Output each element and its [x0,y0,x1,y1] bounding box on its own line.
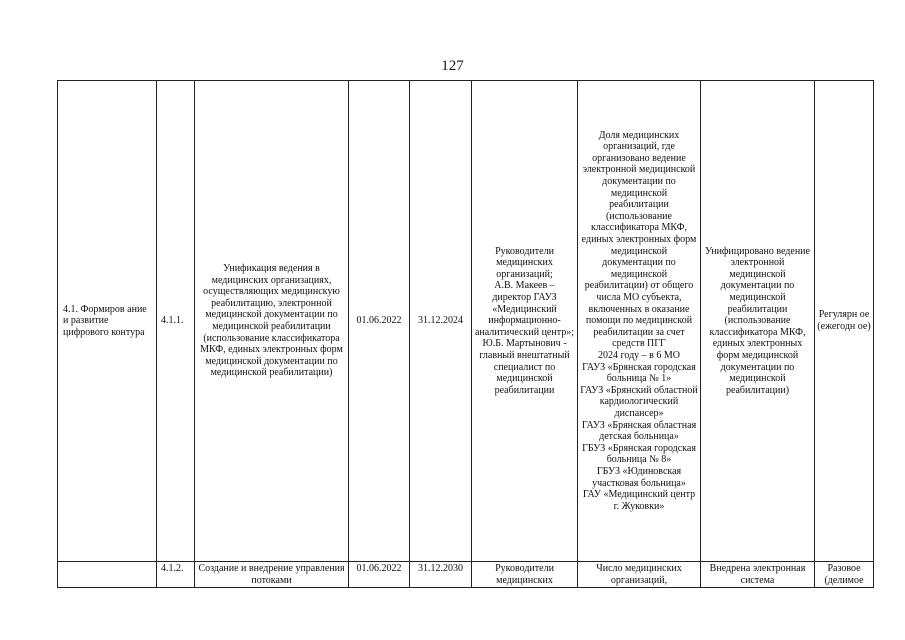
task-cell: Создание и внедрение управления потоками [195,562,349,588]
result-cell: Унифицировано ведение электронной медицинской документации по медицинской реабилитации (использование классификатора МКФ, единых электронных форм медицинской документации по медицинской реабилитации) [701,81,815,562]
frequency-cell: Регулярн ое (ежегодн ое) [815,81,874,562]
table-row [58,562,874,588]
result-cell: Внедрена электронная система [701,562,815,588]
end-date-cell: 31.12.2024 [410,81,472,562]
code-cell: 4.1.1. [157,81,195,562]
section-cell: 4.1. Формиров ание и развитие цифрового контура [58,81,157,562]
start-date-cell: 01.06.2022 [349,562,410,588]
task-cell: Унификация ведения в медицинских организациях, осуществляющих медицинскую реабилитацию, электронной медицинской документации по медицинской реабилитации (использование классификатора МКФ, единых электронных форм медицинской документации по медицинской реабилитации) [195,81,349,562]
indicator-cell: Доля медицинских организаций, где организовано ведение электронной медицинской документации по медицинской реабилитации (использование классификатора МКФ, единых электронных форм медицинской документации по медицинской реабилитации) от общего числа МО субъекта, включенных в оказание помощи по медицинской реабилитации за счет средств ПГГ 2024 году – в 6 МО ГАУЗ «Брянская городская больница № 1» ГАУЗ «Брянский областной кардиологический диспансер» ГАУЗ «Брянская областная детская больница» ГБУЗ «Брянская городская больница № 8» ГБУЗ «Юдиновская участковая больница» ГАУ «Медицинский центр г. Жуковки» [578,81,701,562]
plan-table [57,80,874,588]
page-number: 127 [441,58,464,74]
table-row [58,81,874,562]
responsible-cell: Руководители медицинских организаций; А.В. Макеев – директор ГАУЗ «Медицинский информационно-аналитический центр»; Ю.Б. Мартынович - главный внештатный специалист по медицинской реабилитации [472,81,578,562]
start-date-cell: 01.06.2022 [349,81,410,562]
responsible-cell: Руководители медицинских [472,562,578,588]
end-date-cell: 31.12.2030 [410,562,472,588]
code-cell: 4.1.2. [157,562,195,588]
section-cell [58,562,157,588]
indicator-cell: Число медицинских организаций, [578,562,701,588]
frequency-cell: Разовое (делимое [815,562,874,588]
